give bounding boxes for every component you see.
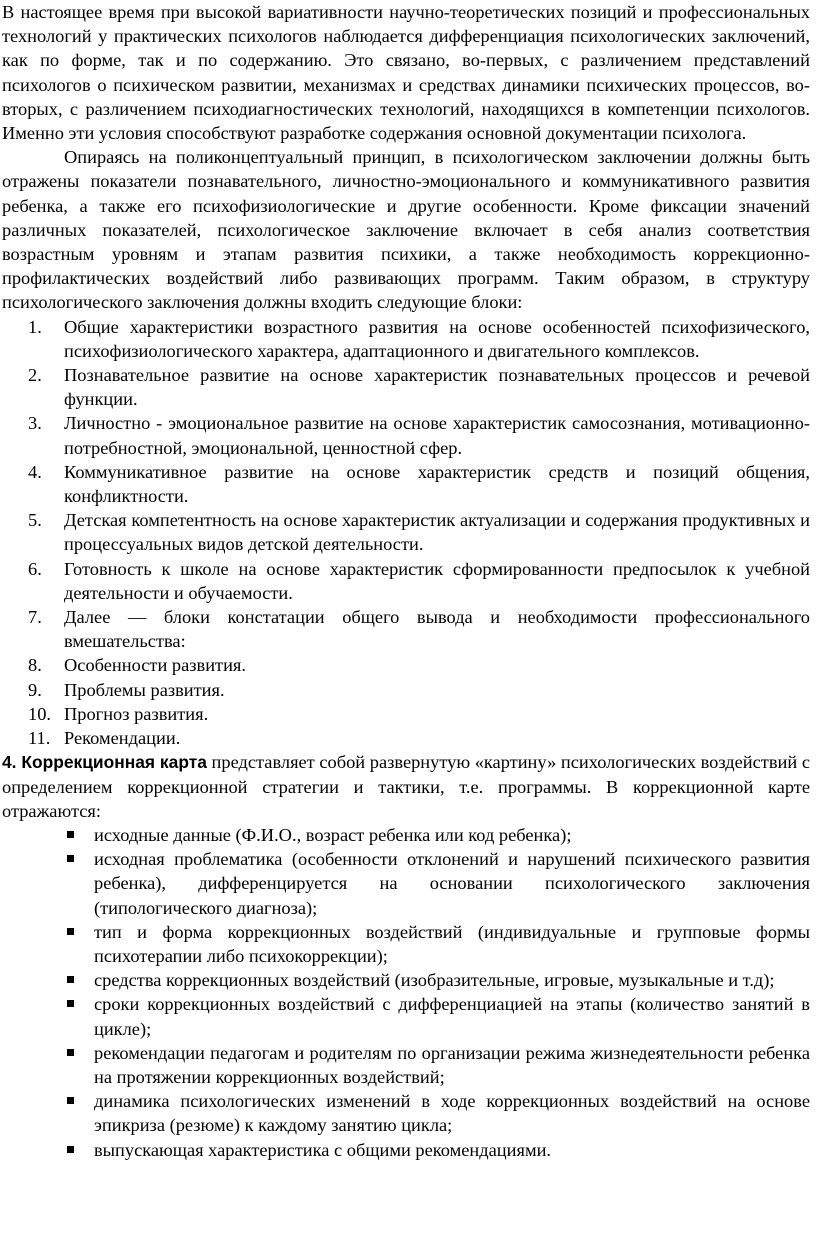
list-item: 2. Познавательное развитие на основе характеристик познавательных процессов и речевой функции. [28, 365, 810, 410]
list-item: 4. Коммуникативное развитие на основе характеристик средств и позиций общения, конфликтности. [28, 461, 810, 507]
square-bullet-icon [67, 831, 74, 838]
correction-card-list [2, 823, 810, 1162]
conclusion-blocks-list [2, 315, 810, 751]
square-bullet-icon [67, 976, 74, 983]
list-item: 6. Готовность к школе на основе характеристик сформированности предпосылок к учебной деятельности и обучаемости. [28, 558, 810, 603]
list-item: 11. Рекомендации. [28, 728, 181, 749]
list-item: выпускающая характеристика с общими рекомендациями. [94, 1138, 810, 1162]
section-text: представляет собой развернутую «картину» психологических воздействий с определением коррекционной стратегии и тактики, т.е. программы. В коррекционной карте отражаются: [2, 752, 810, 821]
list-item: 3. Личностно - эмоциональное развитие на основе характеристик самосознания, мотивационно-потребностной, эмоциональной, ценностной сфер. [28, 413, 810, 458]
correction-card-paragraph [2, 750, 810, 823]
list-item: исходная проблематика (особенности отклонений и нарушений психического развития ребенка), дифференцируется на основании психологического заключения (типологического диагноза); [94, 847, 810, 920]
list-item: 1. Общие характеристики возрастного развития на основе особенностей психофизического, психофизиологического характера, адаптационного и двигательного комплексов. [28, 316, 810, 361]
list-item: исходные данные (Ф.И.О., возраст ребенка или код ребенка); [94, 823, 810, 847]
list-item: 7. Далее — блоки констатации общего вывода и необходимости профессионального вмешательства: [28, 607, 810, 652]
list-item: 10. Прогноз развития. [28, 703, 209, 724]
list-item: 5. Детская компетентность на основе характеристик актуализации и содержания продуктивных и процессуальных видов детской деятельности. [28, 510, 810, 555]
square-bullet-icon [67, 1146, 74, 1153]
list-item: 8. Особенности развития. [28, 655, 246, 676]
list-item: сроки коррекционных воздействий с дифференциацией на этапы (количество занятий в цикле); [94, 992, 810, 1040]
list-item: динамика психологических изменений в ходе коррекционных воздействий на основе эпикриза (резюме) к каждому занятию цикла; [94, 1089, 810, 1137]
square-bullet-icon [67, 855, 74, 862]
square-bullet-icon [67, 1049, 74, 1056]
list-item: рекомендации педагогам и родителям по организации режима жизнедеятельности ребенка на протяжении коррекционных воздействий; [94, 1041, 810, 1089]
list-item: 9. Проблемы развития. [28, 679, 225, 700]
square-bullet-icon [67, 1097, 74, 1104]
square-bullet-icon [67, 928, 74, 935]
square-bullet-icon [67, 1000, 74, 1007]
intro-paragraph: В настоящее время при высокой вариативности научно-теоретических позиций и профессиональных технологий у практических психологов наблюдается дифференциация психологических заключений, как по форме, так и по содержанию. Это связано, во-первых, с различением представлений психологов о психическом развитии, механизмах и средствах динамики психических процессов, во-вторых, с различением психодиагностических технологий, находящихся в компетенции психологов. Именно эти условия способствуют разработке содержания основной документации психолога. [2, 2, 810, 144]
list-item: средства коррекционных воздействий (изобразительные, игровые, музыкальные и т.д); [94, 968, 810, 992]
list-item: тип и форма коррекционных воздействий (индивидуальные и групповые формы психотерапии либо психокоррекции); [94, 920, 810, 968]
principle-paragraph: Опираясь на поликонцептуальный принцип, в психологическом заключении должны быть отражены показатели познавательного, личностно-эмоционального и коммуникативного развития ребенка, а также его психофизиологические и другие особенности. Кроме фиксации значений различных показателей, психологическое заключение включает в себя анализ соответствия возрастным уровням и этапам развития психики, а также необходимость коррекционно-профилактических воздействий либо развивающих программ. Таким образом, в структуру психологического заключения должны входить следующие блоки: [2, 147, 810, 313]
section-heading: 4. Коррекционная карта [2, 752, 207, 773]
